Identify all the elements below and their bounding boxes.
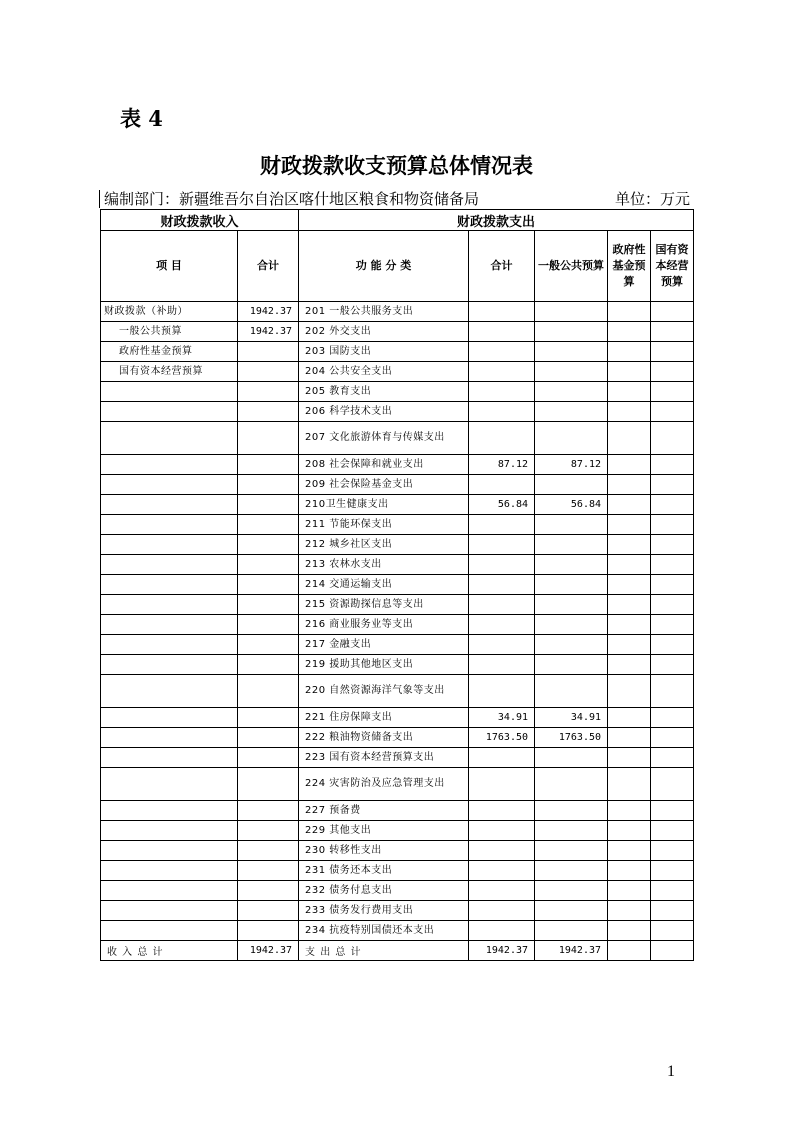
state-capital-cell — [651, 362, 694, 382]
function-class-cell: 201 一般公共服务支出 — [299, 302, 469, 322]
function-class-cell: 227 预备费 — [299, 801, 469, 821]
col-state-capital-budget: 国有资本经营预算 — [651, 231, 694, 302]
function-class-cell: 204 公共安全支出 — [299, 362, 469, 382]
income-total-cell: 1942.37 — [238, 322, 299, 342]
gov-fund-cell — [608, 595, 651, 615]
general-budget-cell: 1763.50 — [535, 728, 608, 748]
left-edge-mark — [99, 190, 100, 208]
function-class-cell: 211 节能环保支出 — [299, 515, 469, 535]
income-total-cell — [238, 821, 299, 841]
totals-row — [101, 941, 694, 961]
function-class-cell: 206 科学技术支出 — [299, 402, 469, 422]
general-budget-cell — [535, 555, 608, 575]
expenditure-total-cell — [469, 575, 535, 595]
gov-fund-cell — [608, 801, 651, 821]
general-budget-cell — [535, 362, 608, 382]
table-row — [101, 382, 694, 402]
item-cell — [101, 595, 238, 615]
table-row — [101, 708, 694, 728]
col-function-class: 功 能 分 类 — [299, 231, 469, 302]
table-row — [101, 921, 694, 941]
function-class-cell: 213 农林水支出 — [299, 555, 469, 575]
function-class-cell: 230 转移性支出 — [299, 841, 469, 861]
col-item: 项 目 — [101, 231, 238, 302]
expenditure-total-cell — [469, 362, 535, 382]
table-row — [101, 841, 694, 861]
expenditure-total-cell — [469, 535, 535, 555]
general-budget-total-value: 1942.37 — [535, 941, 608, 961]
document-title: 财政拨款收支预算总体情况表 — [260, 154, 533, 178]
income-total-cell — [238, 861, 299, 881]
income-total-cell — [238, 382, 299, 402]
expenditure-total-cell: 87.12 — [469, 455, 535, 475]
gov-fund-cell — [608, 841, 651, 861]
table-row — [101, 302, 694, 322]
table-row — [101, 455, 694, 475]
expenditure-total-cell — [469, 821, 535, 841]
function-class-cell: 210卫生健康支出 — [299, 495, 469, 515]
expenditure-total-cell — [469, 515, 535, 535]
item-cell — [101, 555, 238, 575]
income-total-cell — [238, 728, 299, 748]
gov-fund-cell — [608, 635, 651, 655]
general-budget-cell — [535, 402, 608, 422]
gov-fund-cell — [608, 322, 651, 342]
expenditure-total-cell — [469, 921, 535, 941]
gov-fund-cell — [608, 555, 651, 575]
table-row — [101, 475, 694, 495]
income-total-cell — [238, 575, 299, 595]
page-number: 1 — [667, 1063, 675, 1080]
income-section-header: 财政拨款收入 — [101, 210, 299, 231]
table-row — [101, 402, 694, 422]
general-budget-cell — [535, 635, 608, 655]
function-class-cell: 223 国有资本经营预算支出 — [299, 748, 469, 768]
meta-row — [100, 187, 692, 209]
income-total-cell — [238, 615, 299, 635]
general-budget-cell — [535, 675, 608, 708]
item-cell — [101, 768, 238, 801]
state-capital-cell — [651, 901, 694, 921]
general-budget-cell — [535, 475, 608, 495]
item-cell: 一般公共预算 — [101, 322, 238, 342]
table-row — [101, 675, 694, 708]
income-total-cell — [238, 841, 299, 861]
item-cell — [101, 402, 238, 422]
income-total-cell — [238, 362, 299, 382]
expenditure-total-cell — [469, 675, 535, 708]
table-row — [101, 801, 694, 821]
expenditure-total-cell — [469, 555, 535, 575]
item-cell — [101, 821, 238, 841]
gov-fund-cell — [608, 362, 651, 382]
state-capital-cell — [651, 801, 694, 821]
item-cell — [101, 515, 238, 535]
function-class-cell: 216 商业服务业等支出 — [299, 615, 469, 635]
income-total-cell — [238, 635, 299, 655]
state-capital-cell — [651, 635, 694, 655]
income-total-cell — [238, 881, 299, 901]
table-row — [101, 362, 694, 382]
table-row — [101, 515, 694, 535]
state-capital-cell — [651, 515, 694, 535]
expenditure-total-cell — [469, 768, 535, 801]
state-capital-cell — [651, 322, 694, 342]
general-budget-cell — [535, 382, 608, 402]
table-row — [101, 342, 694, 362]
state-capital-cell — [651, 675, 694, 708]
state-capital-cell — [651, 595, 694, 615]
gov-fund-cell — [608, 475, 651, 495]
expenditure-total-cell: 56.84 — [469, 495, 535, 515]
income-total-cell — [238, 402, 299, 422]
function-class-cell: 220 自然资源海洋气象等支出 — [299, 675, 469, 708]
function-class-cell: 222 粮油物资储备支出 — [299, 728, 469, 748]
item-cell — [101, 422, 238, 455]
table-row — [101, 901, 694, 921]
income-total-cell — [238, 901, 299, 921]
item-cell: 政府性基金预算 — [101, 342, 238, 362]
gov-fund-cell — [608, 382, 651, 402]
gov-fund-cell — [608, 901, 651, 921]
table-row — [101, 861, 694, 881]
state-capital-cell — [651, 708, 694, 728]
general-budget-cell — [535, 422, 608, 455]
table-row — [101, 768, 694, 801]
gov-fund-total-value — [608, 941, 651, 961]
general-budget-cell — [535, 595, 608, 615]
department-label: 编制部门：新疆维吾尔自治区喀什地区粮食和物资储备局 — [104, 190, 480, 208]
table-row — [101, 555, 694, 575]
expenditure-total-label: 支 出 总 计 — [299, 941, 469, 961]
state-capital-cell — [651, 881, 694, 901]
table-row — [101, 748, 694, 768]
gov-fund-cell — [608, 881, 651, 901]
state-capital-cell — [651, 615, 694, 635]
item-cell — [101, 861, 238, 881]
general-budget-cell — [535, 575, 608, 595]
state-capital-cell — [651, 402, 694, 422]
income-total-cell — [238, 921, 299, 941]
function-class-cell: 209 社会保险基金支出 — [299, 475, 469, 495]
table-row — [101, 615, 694, 635]
gov-fund-cell — [608, 615, 651, 635]
state-capital-cell — [651, 841, 694, 861]
income-total-cell — [238, 655, 299, 675]
function-class-cell: 207 文化旅游体育与传媒支出 — [299, 422, 469, 455]
income-total-cell — [238, 422, 299, 455]
table-row — [101, 575, 694, 595]
state-capital-cell — [651, 728, 694, 748]
gov-fund-cell — [608, 768, 651, 801]
item-cell — [101, 801, 238, 821]
expenditure-total-cell — [469, 861, 535, 881]
general-budget-cell — [535, 801, 608, 821]
item-cell — [101, 475, 238, 495]
general-budget-cell — [535, 861, 608, 881]
state-capital-cell — [651, 302, 694, 322]
item-cell — [101, 535, 238, 555]
item-cell — [101, 495, 238, 515]
gov-fund-cell — [608, 675, 651, 708]
state-capital-cell — [651, 382, 694, 402]
col-income-total: 合计 — [238, 231, 299, 302]
state-capital-cell — [651, 748, 694, 768]
item-cell — [101, 881, 238, 901]
general-budget-cell — [535, 615, 608, 635]
item-cell — [101, 455, 238, 475]
gov-fund-cell — [608, 708, 651, 728]
state-capital-cell — [651, 768, 694, 801]
gov-fund-cell — [608, 455, 651, 475]
income-total-cell — [238, 342, 299, 362]
function-class-cell: 234 抗疫特别国债还本支出 — [299, 921, 469, 941]
item-cell — [101, 635, 238, 655]
income-total-cell — [238, 555, 299, 575]
table-row — [101, 495, 694, 515]
function-class-cell: 231 债务还本支出 — [299, 861, 469, 881]
function-class-cell: 224 灾害防治及应急管理支出 — [299, 768, 469, 801]
expenditure-total-cell — [469, 841, 535, 861]
function-class-cell: 232 债务付息支出 — [299, 881, 469, 901]
general-budget-cell: 87.12 — [535, 455, 608, 475]
item-cell — [101, 728, 238, 748]
state-capital-cell — [651, 821, 694, 841]
gov-fund-cell — [608, 921, 651, 941]
table-row — [101, 635, 694, 655]
table-number: 表 4 — [120, 106, 163, 131]
expenditure-total-cell — [469, 748, 535, 768]
general-budget-cell — [535, 921, 608, 941]
item-cell — [101, 575, 238, 595]
gov-fund-cell — [608, 302, 651, 322]
state-capital-cell — [651, 475, 694, 495]
function-class-cell: 212 城乡社区支出 — [299, 535, 469, 555]
general-budget-cell — [535, 322, 608, 342]
expenditure-total-cell — [469, 655, 535, 675]
function-class-cell: 217 金融支出 — [299, 635, 469, 655]
function-class-cell: 202 外交支出 — [299, 322, 469, 342]
general-budget-cell — [535, 841, 608, 861]
state-capital-cell — [651, 495, 694, 515]
income-total-cell — [238, 801, 299, 821]
income-total-cell — [238, 495, 299, 515]
item-cell — [101, 901, 238, 921]
table-row — [101, 728, 694, 748]
table-body — [101, 302, 694, 941]
expenditure-total-cell — [469, 881, 535, 901]
table-row — [101, 655, 694, 675]
income-total-cell — [238, 515, 299, 535]
state-capital-cell — [651, 535, 694, 555]
column-header-row — [101, 231, 694, 302]
general-budget-cell: 34.91 — [535, 708, 608, 728]
general-budget-cell — [535, 302, 608, 322]
income-total-cell — [238, 748, 299, 768]
income-total-cell — [238, 475, 299, 495]
state-capital-cell — [651, 861, 694, 881]
income-total-cell — [238, 768, 299, 801]
income-total-label: 收 入 总 计 — [101, 941, 238, 961]
gov-fund-cell — [608, 575, 651, 595]
item-cell — [101, 841, 238, 861]
state-capital-cell — [651, 422, 694, 455]
expenditure-total-cell — [469, 615, 535, 635]
item-cell: 财政拨款（补助） — [101, 302, 238, 322]
function-class-cell: 214 交通运输支出 — [299, 575, 469, 595]
function-class-cell: 229 其他支出 — [299, 821, 469, 841]
gov-fund-cell — [608, 748, 651, 768]
general-budget-cell — [535, 768, 608, 801]
gov-fund-cell — [608, 495, 651, 515]
gov-fund-cell — [608, 535, 651, 555]
table-row — [101, 322, 694, 342]
expenditure-section-header: 财政拨款支出 — [299, 210, 694, 231]
function-class-cell: 215 资源勘探信息等支出 — [299, 595, 469, 615]
general-budget-cell — [535, 535, 608, 555]
general-budget-cell — [535, 821, 608, 841]
item-cell — [101, 382, 238, 402]
expenditure-total-cell: 1763.50 — [469, 728, 535, 748]
expenditure-total-value: 1942.37 — [469, 941, 535, 961]
item-cell — [101, 708, 238, 728]
col-general-public-budget: 一般公共预算 — [535, 231, 608, 302]
table-row — [101, 595, 694, 615]
expenditure-total-cell — [469, 801, 535, 821]
function-class-cell: 221 住房保障支出 — [299, 708, 469, 728]
gov-fund-cell — [608, 655, 651, 675]
income-total-cell — [238, 455, 299, 475]
expenditure-total-cell — [469, 382, 535, 402]
table-row — [101, 535, 694, 555]
section-header-row — [101, 210, 694, 231]
expenditure-total-cell — [469, 901, 535, 921]
expenditure-total-cell — [469, 422, 535, 455]
expenditure-total-cell — [469, 595, 535, 615]
expenditure-total-cell — [469, 402, 535, 422]
item-cell: 国有资本经营预算 — [101, 362, 238, 382]
budget-table — [100, 209, 694, 961]
table-row — [101, 881, 694, 901]
table-row — [101, 821, 694, 841]
expenditure-total-cell — [469, 322, 535, 342]
income-total-cell — [238, 675, 299, 708]
item-cell — [101, 615, 238, 635]
gov-fund-cell — [608, 821, 651, 841]
general-budget-cell — [535, 748, 608, 768]
general-budget-cell: 56.84 — [535, 495, 608, 515]
gov-fund-cell — [608, 728, 651, 748]
gov-fund-cell — [608, 861, 651, 881]
item-cell — [101, 655, 238, 675]
income-total-cell — [238, 708, 299, 728]
table-row — [101, 422, 694, 455]
gov-fund-cell — [608, 515, 651, 535]
state-capital-total-value — [651, 941, 694, 961]
general-budget-cell — [535, 515, 608, 535]
function-class-cell: 208 社会保障和就业支出 — [299, 455, 469, 475]
unit-label: 单位：万元 — [614, 190, 690, 208]
income-total-cell — [238, 595, 299, 615]
expenditure-total-cell — [469, 302, 535, 322]
general-budget-cell — [535, 901, 608, 921]
general-budget-cell — [535, 881, 608, 901]
state-capital-cell — [651, 342, 694, 362]
general-budget-cell — [535, 342, 608, 362]
function-class-cell: 219 援助其他地区支出 — [299, 655, 469, 675]
col-expenditure-total: 合计 — [469, 231, 535, 302]
state-capital-cell — [651, 655, 694, 675]
income-total-cell — [238, 535, 299, 555]
state-capital-cell — [651, 921, 694, 941]
col-government-fund-budget: 政府性基金预算 — [608, 231, 651, 302]
expenditure-total-cell — [469, 342, 535, 362]
item-cell — [101, 675, 238, 708]
general-budget-cell — [535, 655, 608, 675]
state-capital-cell — [651, 575, 694, 595]
expenditure-total-cell: 34.91 — [469, 708, 535, 728]
state-capital-cell — [651, 455, 694, 475]
item-cell — [101, 748, 238, 768]
expenditure-total-cell — [469, 475, 535, 495]
expenditure-total-cell — [469, 635, 535, 655]
function-class-cell: 205 教育支出 — [299, 382, 469, 402]
gov-fund-cell — [608, 402, 651, 422]
state-capital-cell — [651, 555, 694, 575]
function-class-cell: 233 债务发行费用支出 — [299, 901, 469, 921]
gov-fund-cell — [608, 422, 651, 455]
function-class-cell: 203 国防支出 — [299, 342, 469, 362]
income-total-cell: 1942.37 — [238, 302, 299, 322]
income-total-value: 1942.37 — [238, 941, 299, 961]
item-cell — [101, 921, 238, 941]
gov-fund-cell — [608, 342, 651, 362]
